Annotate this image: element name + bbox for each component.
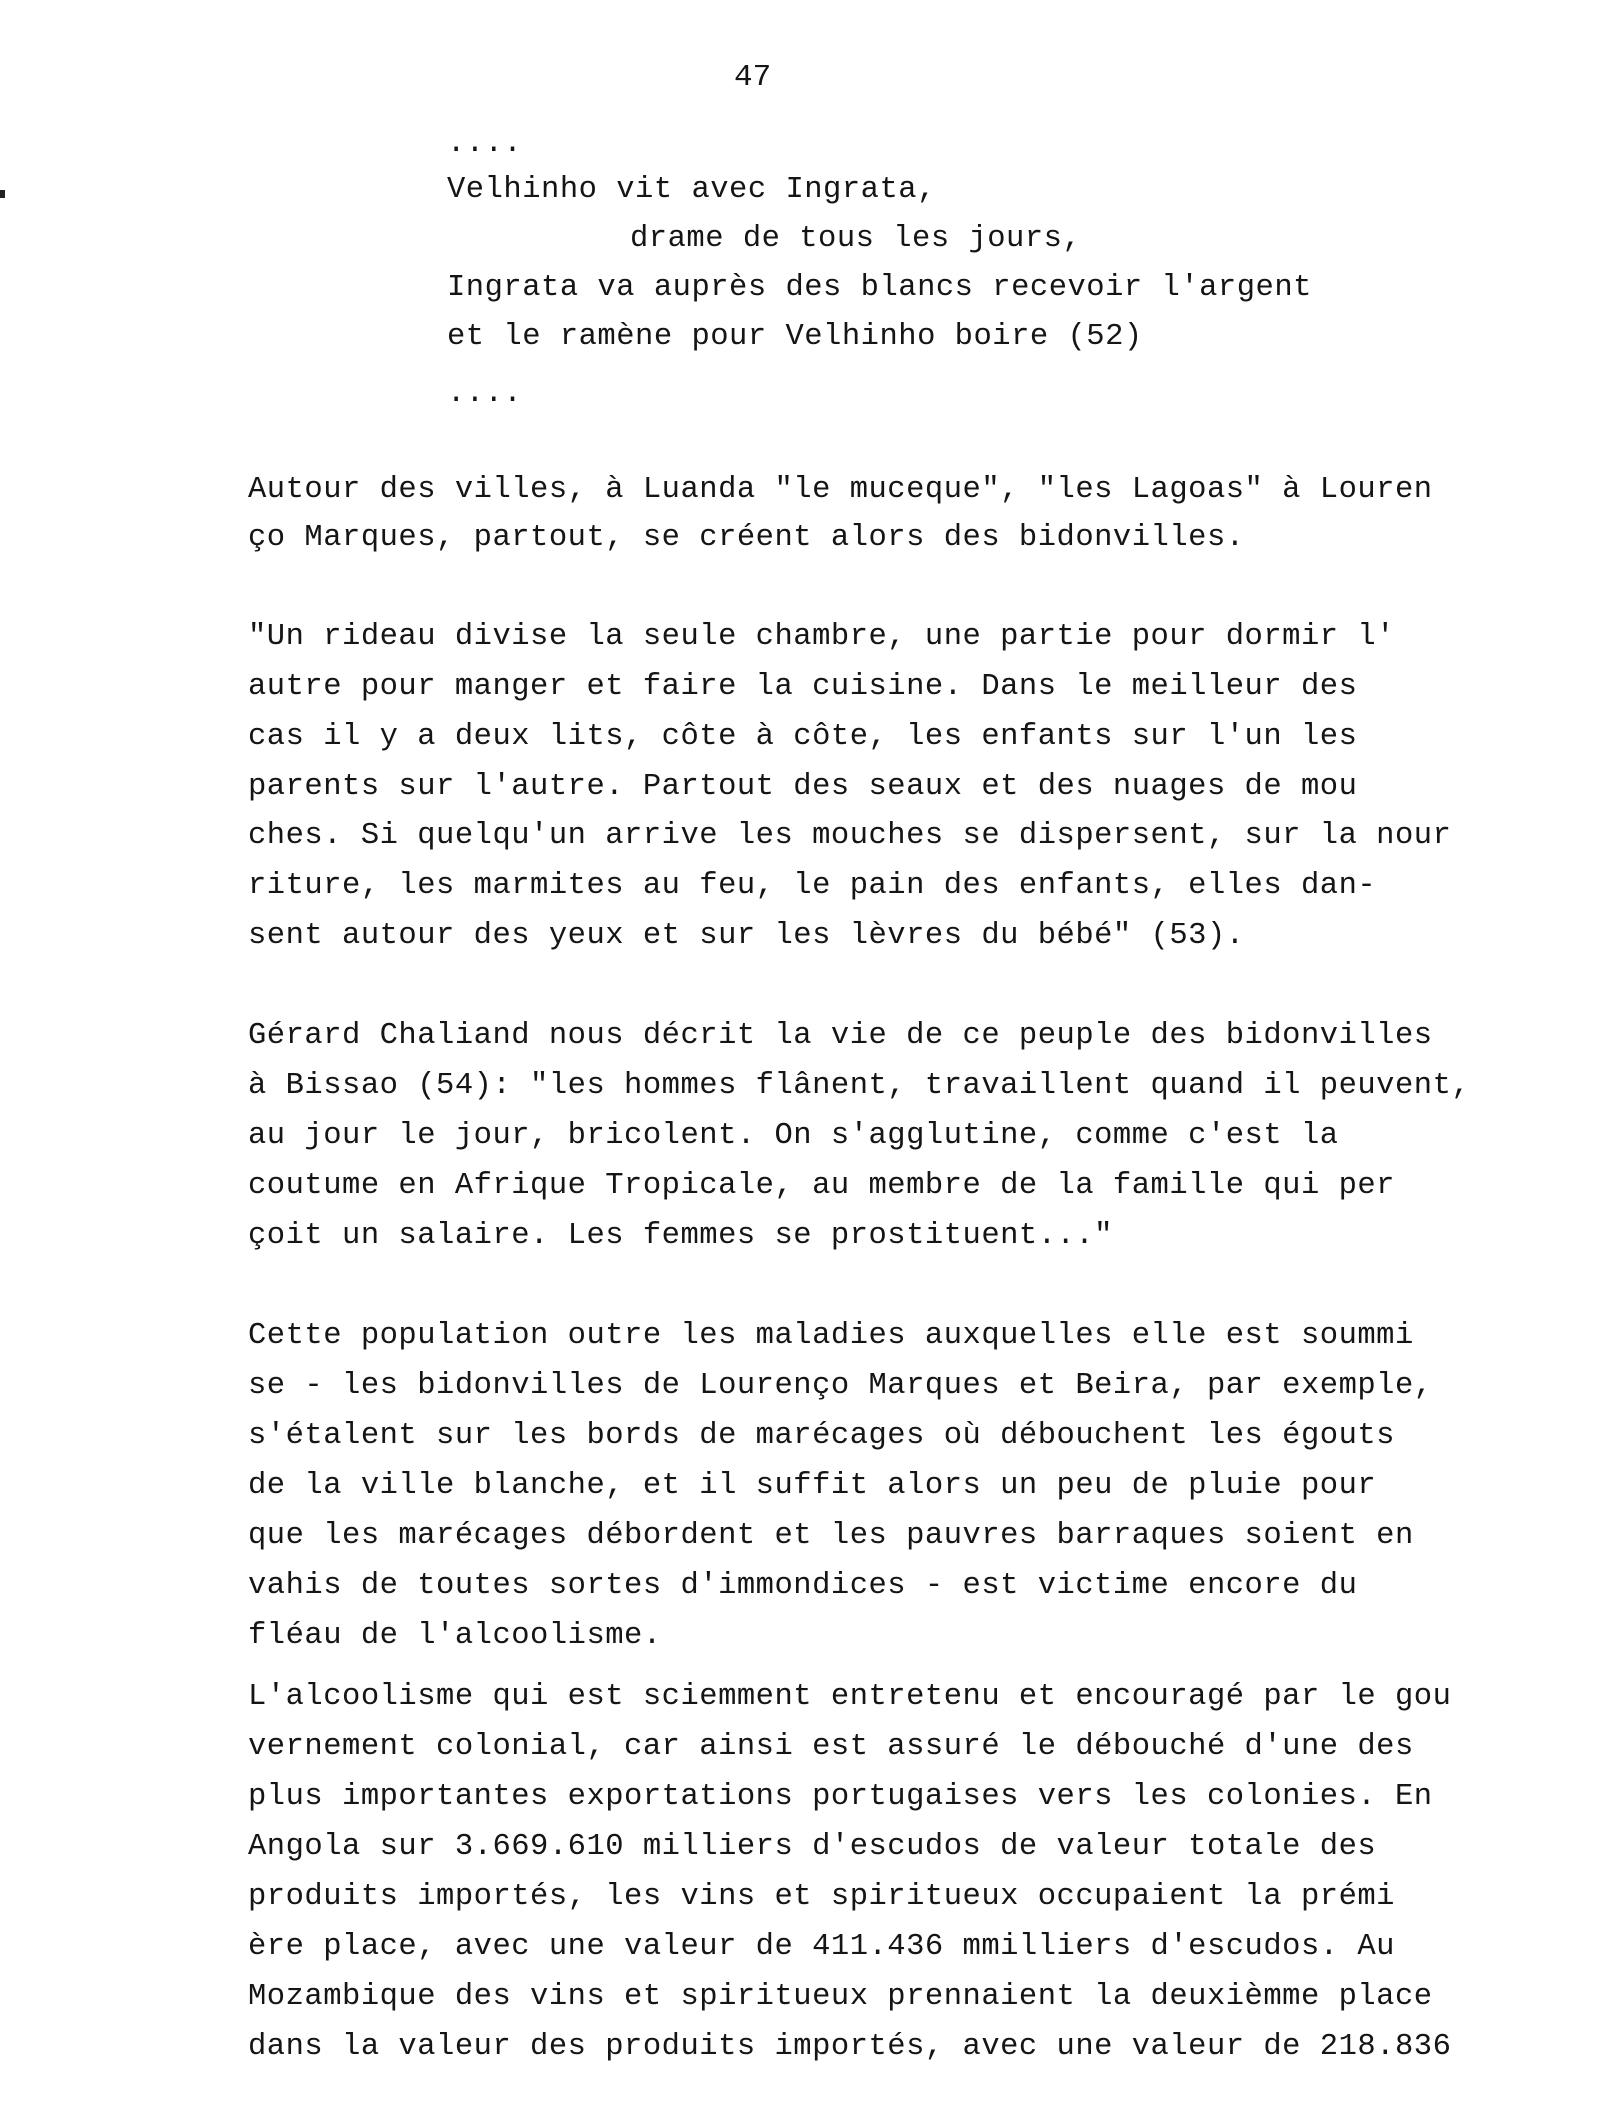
text-line: Cette population outre les maladies auxquelles elle est soummi — [248, 1319, 1414, 1353]
text-line: autre pour manger et faire la cuisine. Dans le meilleur des — [248, 670, 1358, 704]
text-line: "Un rideau divise la seule chambre, une partie pour dormir l' — [248, 620, 1395, 654]
text-line: vahis de toutes sortes d'immondices - est victime encore du — [248, 1569, 1358, 1603]
text-line: fléau de l'alcoolisme. — [248, 1619, 662, 1653]
text-line: sent autour des yeux et sur les lèvres du bébé" (53). — [248, 919, 1245, 953]
text-line: Angola sur 3.669.610 milliers d'escudos de valeur totale des — [248, 1830, 1377, 1864]
text-line: au jour le jour, bricolent. On s'agglutine, comme c'est la — [248, 1119, 1339, 1153]
text-line: cas il y a deux lits, côte à côte, les enfants sur l'un les — [248, 720, 1358, 754]
text-line: Gérard Chaliand nous décrit la vie de ce peuple des bidonvilles — [248, 1019, 1433, 1053]
text-line: se - les bidonvilles de Lourenço Marques et Beira, par exemple, — [248, 1369, 1433, 1403]
text-line: ère place, avec une valeur de 411.436 mmilliers d'escudos. Au — [248, 1930, 1395, 1964]
text-line: s'étalent sur les bords de marécages où débouchent les égouts — [248, 1419, 1395, 1453]
page-number: 47 — [734, 60, 772, 95]
text-line: que les marécages débordent et les pauvres barraques soient en — [248, 1519, 1414, 1553]
text-line: de la ville blanche, et il suffit alors un peu de pluie pour — [248, 1469, 1377, 1503]
poem-line: Velhinho vit avec Ingrata, — [447, 173, 936, 207]
text-line: parents sur l'autre. Partout des seaux et des nuages de mou — [248, 770, 1358, 804]
text-line: ço Marques, partout, se créent alors des bidonvilles. — [248, 521, 1245, 555]
margin-mark — [0, 190, 5, 198]
text-line: riture, les marmites au feu, le pain des enfants, elles dan- — [248, 869, 1377, 903]
text-line: vernement colonial, car ainsi est assuré le débouché d'une des — [248, 1730, 1414, 1764]
text-line: Mozambique des vins et spiritueux prennaient la deuxièmme place — [248, 1980, 1433, 2014]
text-line: çoit un salaire. Les femmes se prostituent..." — [248, 1219, 1113, 1253]
text-line: plus importantes exportations portugaises vers les colonies. En — [248, 1780, 1433, 1814]
text-line: ches. Si quelqu'un arrive les mouches se dispersent, sur la nour — [248, 819, 1452, 853]
text-line: Autour des villes, à Luanda "le muceque", "les Lagoas" à Louren — [248, 473, 1433, 507]
text-line: coutume en Afrique Tropicale, au membre de la famille qui per — [248, 1169, 1395, 1203]
text-line: L'alcoolisme qui est sciemment entretenu et encouragé par le gou — [248, 1680, 1452, 1714]
poem-line: drame de tous les jours, — [630, 222, 1082, 256]
text-line: dans la valeur des produits importés, avec une valeur de 218.836 — [248, 2030, 1452, 2064]
poem-line: et le ramène pour Velhinho boire (52) — [447, 320, 1143, 354]
text-line: à Bissao (54): "les hommes flânent, travaillent quand il peuvent, — [248, 1069, 1471, 1103]
poem-line: Ingrata va auprès des blancs recevoir l'argent — [447, 271, 1312, 305]
poem-line: .... — [447, 377, 523, 411]
poem-line: .... — [447, 127, 523, 161]
text-line: produits importés, les vins et spiritueux occupaient la prémi — [248, 1880, 1395, 1914]
